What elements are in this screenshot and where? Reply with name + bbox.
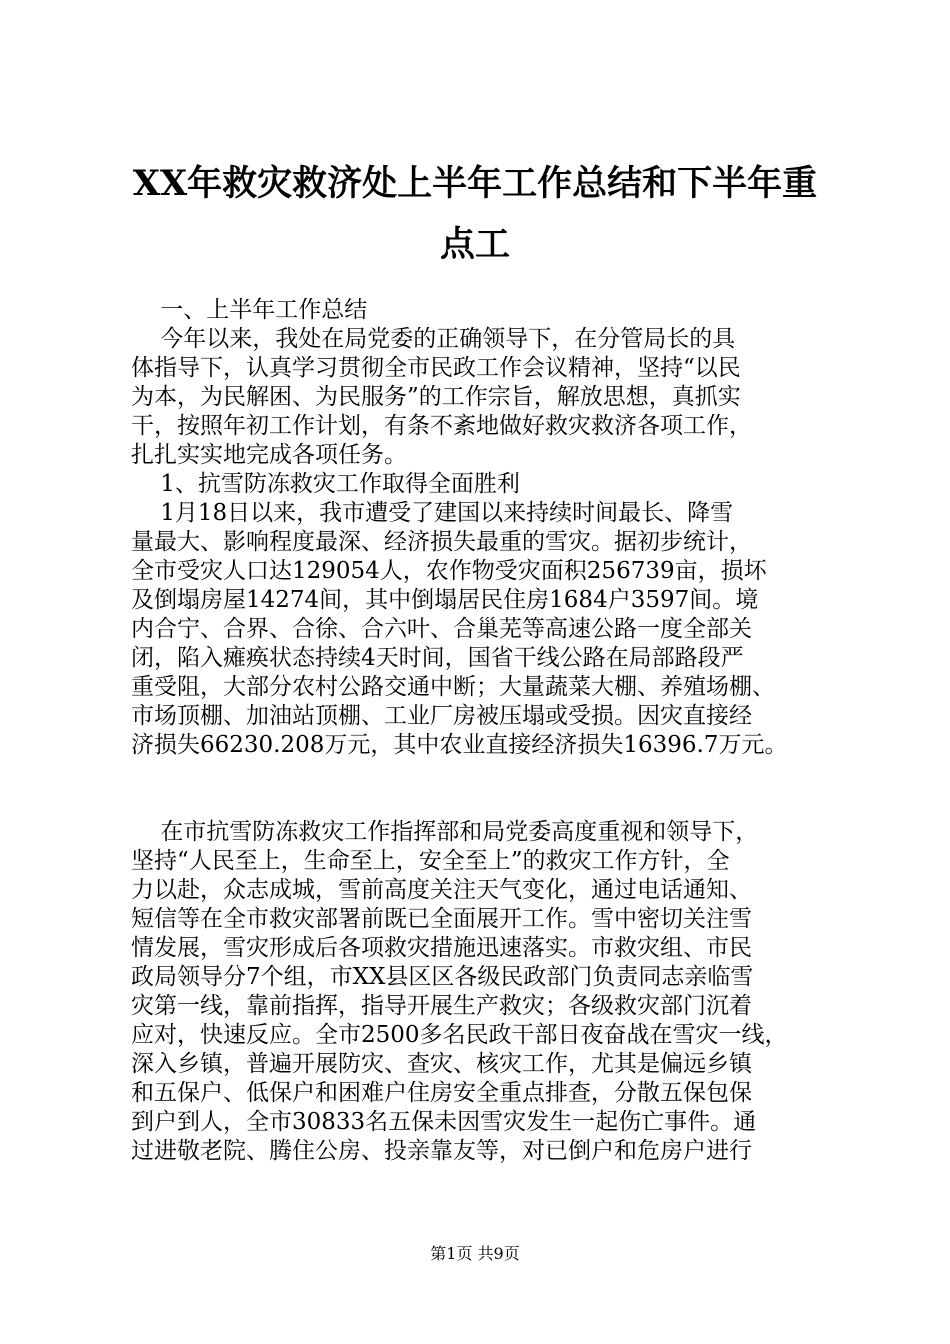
text-line: 情发展，雪灾形成后各项救灾措施迅速落实。市救灾组、市民 xyxy=(131,935,752,961)
text-line: 1月18日以来，我市遭受了建国以来持续时间最长、降雪 xyxy=(131,500,734,526)
text-line: 体指导下，认真学习贯彻全市民政工作会议精神，坚持“以民 xyxy=(131,355,741,381)
text-line: 市场顶棚、加油站顶棚、工业厂房被压塌或受损。因灾直接经 xyxy=(131,703,752,729)
text-line: 政局领导分7个组，市XX县区区各级民政部门负责同志亲临雪 xyxy=(131,964,754,990)
paragraph-block-2 xyxy=(131,818,851,1166)
text-line: 过进敬老院、腾住公房、投亲靠友等，对已倒户和危房户进行 xyxy=(131,1138,752,1164)
text-line: 干，按照年初工作计划，有条不紊地做好救灾救济各项工作， xyxy=(131,413,752,439)
text-line: 1、抗雪防冻救灾工作取得全面胜利 xyxy=(131,471,520,497)
document-title-line-1: XX年救灾救济处上半年工作总结和下半年重 xyxy=(132,163,818,204)
document-title-line-2: 点工 xyxy=(439,224,510,265)
text-line: 内合宁、合界、合徐、合六叶、合巢芜等高速公路一度全部关 xyxy=(131,616,752,642)
text-line: 和五保户、低保户和困难户住房安全重点排查，分散五保包保 xyxy=(131,1080,752,1106)
document-body xyxy=(131,296,851,1166)
text-line: 坚持“人民至上，生命至上，安全至上”的救灾工作方针，全 xyxy=(131,848,730,874)
text-line: 应对，快速反应。全市2500多名民政干部日夜奋战在雪灾一线， xyxy=(131,1022,788,1048)
text-line: 今年以来，我处在局党委的正确领导下，在分管局长的具 xyxy=(131,326,736,352)
text-line: 在市抗雪防冻救灾工作指挥部和局党委高度重视和领导下， xyxy=(131,819,759,845)
text-line: 闭，陷入瘫痪状态持续4天时间，国省干线公路在局部路段严 xyxy=(131,645,744,671)
text-line: 及倒塌房屋14274间，其中倒塌居民住房1684户3597间。境 xyxy=(131,587,759,613)
paragraph-gap xyxy=(131,760,851,818)
text-line: 为本，为民解困、为民服务”的工作宗旨，解放思想，真抓实 xyxy=(131,384,741,410)
text-line: 短信等在全市救灾部署前既已全面展开工作。雪中密切关注雪 xyxy=(131,906,752,932)
text-line: 重受阻，大部分农村公路交通中断；大量蔬菜大棚、养殖场棚、 xyxy=(131,674,775,700)
text-line: 到户到人，全市30833名五保未因雪灾发生一起伤亡事件。通 xyxy=(131,1109,757,1135)
text-line: 力以赴，众志成城，雪前高度关注天气变化，通过电话通知、 xyxy=(131,877,752,903)
text-line: 深入乡镇，普遍开展防灾、查灾、核灾工作，尤其是偏远乡镇 xyxy=(131,1051,752,1077)
paragraph-block-1 xyxy=(131,296,851,760)
text-line: 一、上半年工作总结 xyxy=(131,297,368,323)
page-footer: 第1页 共9页 xyxy=(430,1244,520,1263)
text-line: 灾第一线，靠前指挥，指导开展生产救灾；各级救灾部门沉着 xyxy=(131,993,752,1019)
text-line: 济损失66230.208万元，其中农业直接经济损失16396.7万元。 xyxy=(131,732,788,758)
text-line: 量最大、影响程度最深、经济损失最重的雪灾。据初步统计， xyxy=(131,529,752,555)
text-line: 扎扎实实地完成各项任务。 xyxy=(131,442,407,468)
text-line: 全市受灾人口达129054人，农作物受灾面积256739亩，损坏 xyxy=(131,558,767,584)
